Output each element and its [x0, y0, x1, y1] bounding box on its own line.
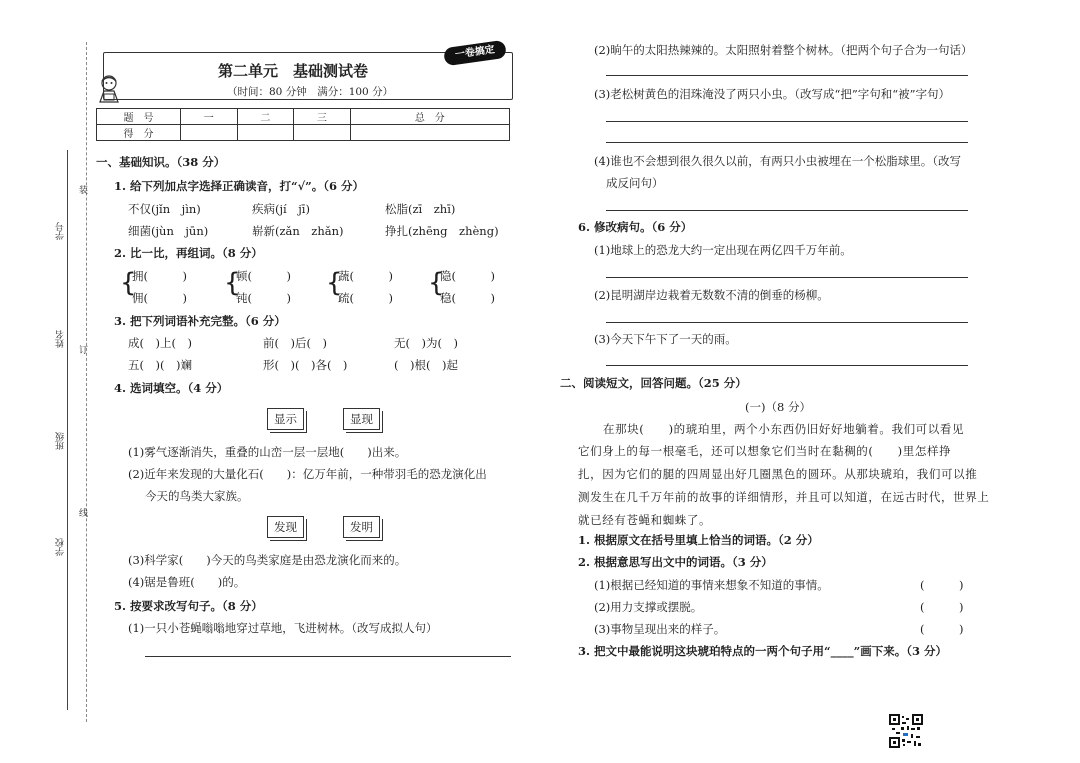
qr-code-icon [889, 714, 923, 748]
binding-dashed-line [86, 42, 87, 722]
q3-item[interactable]: 形( )( )各( ) [263, 358, 348, 372]
q6-sentence: (3)今天下午下了一天的雨。 [594, 332, 737, 346]
page-subtitle: （时间：80 分钟 满分：100 分） [227, 86, 394, 98]
score-header-cell: 题 号 [97, 109, 181, 125]
answer-line[interactable] [606, 121, 968, 122]
score-header-cell: 一 [181, 109, 238, 125]
word-option-box: 发明 [343, 516, 380, 538]
reading-q2-item: (3)事物呈现出来的样子。 [594, 622, 726, 636]
logo-badge: 一卷搞定 [443, 40, 507, 66]
mascot-icon [96, 74, 122, 104]
q1-text: 1. 给下列加点字选择正确读音，打“√”。（6 分） [114, 179, 365, 193]
q5-sentence: (3)老松树黄色的泪珠淹没了两只小虫。（改写成“把”字句和“被”字句） [594, 87, 951, 101]
q1-item[interactable]: 崭新(zǎn zhǎn) [252, 224, 344, 238]
q4-sentence[interactable]: (4)锯是鲁班( )的。 [128, 575, 246, 589]
answer-paren[interactable]: ( ) [920, 600, 964, 614]
q6-text: 6. 修改病句。（6 分） [578, 220, 693, 234]
score-table [96, 108, 510, 141]
answer-line[interactable] [606, 365, 968, 366]
q3-item[interactable]: 五( )( )斓 [128, 358, 192, 372]
q5-sentence: (4)谁也不会想到很久很久以前，有两只小虫被埋在一个松脂球里。（改写 [594, 154, 962, 168]
q5-sentence-cont: 成反问句） [606, 176, 664, 190]
reading-q1: 1. 根据原文在括号里填上恰当的词语。（2 分） [578, 533, 819, 547]
q5-sentence: (2)晌午的太阳热辣辣的。太阳照射着整个树林。（把两个句子合为一句话） [594, 43, 973, 57]
sidebar-line [67, 150, 68, 710]
score-header-cell: 三 [294, 109, 351, 125]
brace-icon: { [326, 268, 343, 298]
q3-item[interactable]: 成( )上( ) [128, 336, 192, 350]
q3-text: 3. 把下列词语补充完整。（6 分） [114, 314, 286, 328]
q1-item[interactable]: 不仅(jǐn jìn) [128, 202, 201, 216]
score-input-cell[interactable] [181, 125, 238, 141]
q2-blank[interactable]: 钝( ) [236, 291, 291, 305]
q5-text: 5. 按要求改写句子。（8 分） [114, 599, 263, 613]
passage-line: 它们身上的每一根毫毛，还可以想象它们当时在黏稠的( )里怎样挣 [578, 444, 952, 458]
q3-item[interactable]: 无( )为( ) [394, 336, 458, 350]
binding-mark-1: 装 [79, 186, 89, 196]
score-header-cell: 二 [237, 109, 294, 125]
q2-blank[interactable]: 隐( ) [440, 269, 495, 283]
answer-line[interactable] [606, 210, 968, 211]
passage-subheading: (一)（8 分） [745, 400, 811, 414]
q5-sentence: (1)一只小苍蝇嗡嗡地穿过草地，飞进树林。（改写成拟人句） [128, 621, 438, 635]
score-table-header-row [97, 109, 510, 125]
q3-item[interactable]: ( )根( )起 [394, 358, 458, 372]
answer-line[interactable] [606, 322, 968, 323]
reading-q3: 3. 把文中最能说明这块琥珀特点的一两个句子用“____”画下来。（3 分） [578, 644, 947, 658]
q4-sentence[interactable]: (1)雾气逐渐消失，重叠的山峦一层一层地( )出来。 [128, 445, 407, 459]
q6-sentence: (1)地球上的恐龙大约一定出现在两亿四千万年前。 [594, 243, 852, 257]
word-option-box: 显现 [343, 408, 380, 430]
answer-paren[interactable]: ( ) [920, 578, 964, 592]
brace-icon: { [120, 268, 137, 298]
answer-line[interactable] [606, 277, 968, 278]
answer-line[interactable] [145, 656, 511, 657]
brace-icon: { [224, 268, 241, 298]
answer-paren[interactable]: ( ) [920, 622, 964, 636]
reading-q2-item: (2)用力支撑或摆脱。 [594, 600, 703, 614]
sidebar-field-school: 学校 [56, 538, 66, 556]
q4-sentence[interactable]: (2)近年来发现的大量化石( )：亿万年前，一种带羽毛的恐龙演化出 [128, 467, 487, 481]
part2-heading: 二、阅读短文，回答问题。（25 分） [560, 376, 747, 390]
q2-blank[interactable]: 佣( ) [132, 291, 187, 305]
answer-line[interactable] [606, 142, 968, 143]
passage-line: 在那块( )的琥珀里，两个小东西仍旧好好地躺着。我们可以看见 [603, 422, 965, 436]
score-input-cell[interactable] [350, 125, 509, 141]
word-option-box: 显示 [267, 408, 304, 430]
score-row-label: 得 分 [97, 125, 181, 141]
binding-mark-2: 订 [79, 346, 89, 356]
sidebar-field-student-id: 学号 [56, 222, 66, 240]
brace-icon: { [428, 268, 445, 298]
part1-heading: 一、基础知识。（38 分） [96, 155, 226, 169]
q4-sentence-cont: 今天的鸟类大家族。 [145, 489, 249, 503]
reading-q2-item: (1)根据已经知道的事情来想象不知道的事情。 [594, 578, 829, 592]
q2-text: 2. 比一比，再组词。（8 分） [114, 246, 263, 260]
reading-q2: 2. 根据意思写出文中的词语。（3 分） [578, 555, 773, 569]
score-input-cell[interactable] [237, 125, 294, 141]
answer-line[interactable] [606, 75, 968, 76]
score-input-cell[interactable] [294, 125, 351, 141]
q1-item[interactable]: 松脂(zī zhī) [385, 202, 456, 216]
passage-line: 测发生在几千万年前的故事的详细情形，并且可以知道，在远古时代，世界上 [578, 490, 990, 504]
passage-line: 就已经有苍蝇和蜘蛛了。 [578, 513, 712, 527]
sidebar-field-name: 姓名 [56, 330, 66, 348]
q4-text: 4. 选词填空。（4 分） [114, 381, 229, 395]
q2-blank[interactable]: 拥( ) [132, 269, 187, 283]
score-header-cell: 总 分 [350, 109, 509, 125]
q1-item[interactable]: 挣扎(zhēng zhèng) [385, 224, 499, 238]
q1-item[interactable]: 疾病(jí jī) [252, 202, 310, 216]
binding-mark-3: 线 [79, 509, 89, 519]
q4-sentence[interactable]: (3)科学家( )今天的鸟类家庭是由恐龙演化而来的。 [128, 553, 407, 567]
q2-blank[interactable]: 疏( ) [338, 291, 393, 305]
passage-line: 扎，因为它们的腿的四周显出好几圈黑色的圆环。从那块琥珀，我们可以推 [578, 467, 978, 481]
word-option-box: 发现 [267, 516, 304, 538]
sidebar-field-class: 班级 [56, 432, 66, 450]
q2-blank[interactable]: 蔬( ) [338, 269, 393, 283]
q1-item[interactable]: 细菌(jùn jūn) [128, 224, 209, 238]
q2-blank[interactable]: 顿( ) [236, 269, 291, 283]
q2-blank[interactable]: 稳( ) [440, 291, 495, 305]
page-title: 第二单元 基础测试卷 [218, 62, 369, 80]
score-table-score-row [97, 125, 510, 141]
q6-sentence: (2)昆明湖岸边栽着无数数不清的倒垂的杨柳。 [594, 288, 829, 302]
q3-item[interactable]: 前( )后( ) [263, 336, 327, 350]
